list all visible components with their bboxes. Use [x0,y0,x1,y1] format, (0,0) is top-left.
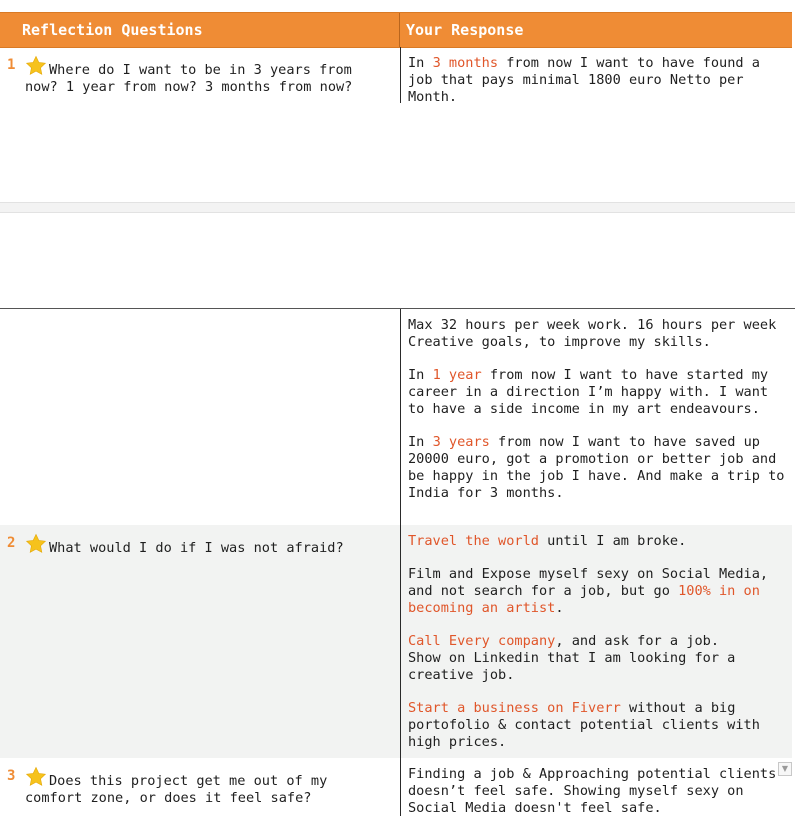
response-text: In 3 months from now I want to have found a job that pays minimal 1800 euro Netto per Month. [408,55,760,105]
response-text: Finding a job & Approaching potential clients doesn’t feel safe. Showing myself sexy on Social Media doesn't feel safe. [408,766,777,816]
response-cell[interactable] [400,525,792,758]
chevron-down-icon[interactable]: ▼ [778,762,792,776]
row-number: 3 [7,768,16,784]
table-row [0,47,792,103]
table-row [0,309,792,525]
table-row [0,758,792,816]
question-cell [0,47,400,103]
question-cell [0,758,400,816]
highlight-text: 100% in on becoming an artist [408,583,760,616]
question-cell [0,309,400,525]
row-number: 2 [7,535,16,551]
response-cell[interactable] [400,758,792,816]
page-break [0,202,795,213]
table-header [0,12,792,48]
question-text: What would I do if I was not afraid? [49,540,344,556]
response-text: Travel the world until I am broke. Film and Expose myself sexy on Social Media, and not search for a job, but go 100% in on becoming an artist. Call Every company, and ask for a job. Show on Linkedin that I am looking for a creative job. Start a business on Fiverr without a big portofolio & contact potential clients with high prices. [408,533,769,750]
question-text: Where do I want to be in 3 years from now? 1 year from now? 3 months from now? [25,62,353,95]
table-row [0,525,792,758]
response-cell[interactable] [400,47,792,103]
response-cell[interactable] [400,309,792,525]
row-number: 1 [7,57,16,73]
highlight-text: Call Every company [408,633,556,649]
highlight-text: Start a business on Fiverr [408,700,621,716]
question-text: Does this project get me out of my comfort zone, or does it feel safe? [25,773,328,806]
question-cell [0,525,400,758]
highlight-text: 3 years [432,434,490,450]
highlight-text: Travel the world [408,533,539,549]
highlight-text: 1 year [432,367,482,383]
response-text: Max 32 hours per week work. 16 hours per week Creative goals, to improve my skills. In 1 year from now I want to have started my career in a direction I’m happy with. I want to have a side income in my art endeavours. In 3 years from now I want to have saved up 20000 euro, got a promotion or better job and be happy in the job I have. And make a trip to India for 3 months. [408,317,785,501]
header-questions: Reflection Questions [0,13,400,47]
highlight-text: 3 months [432,55,499,71]
header-response: Your Response [406,21,524,39]
